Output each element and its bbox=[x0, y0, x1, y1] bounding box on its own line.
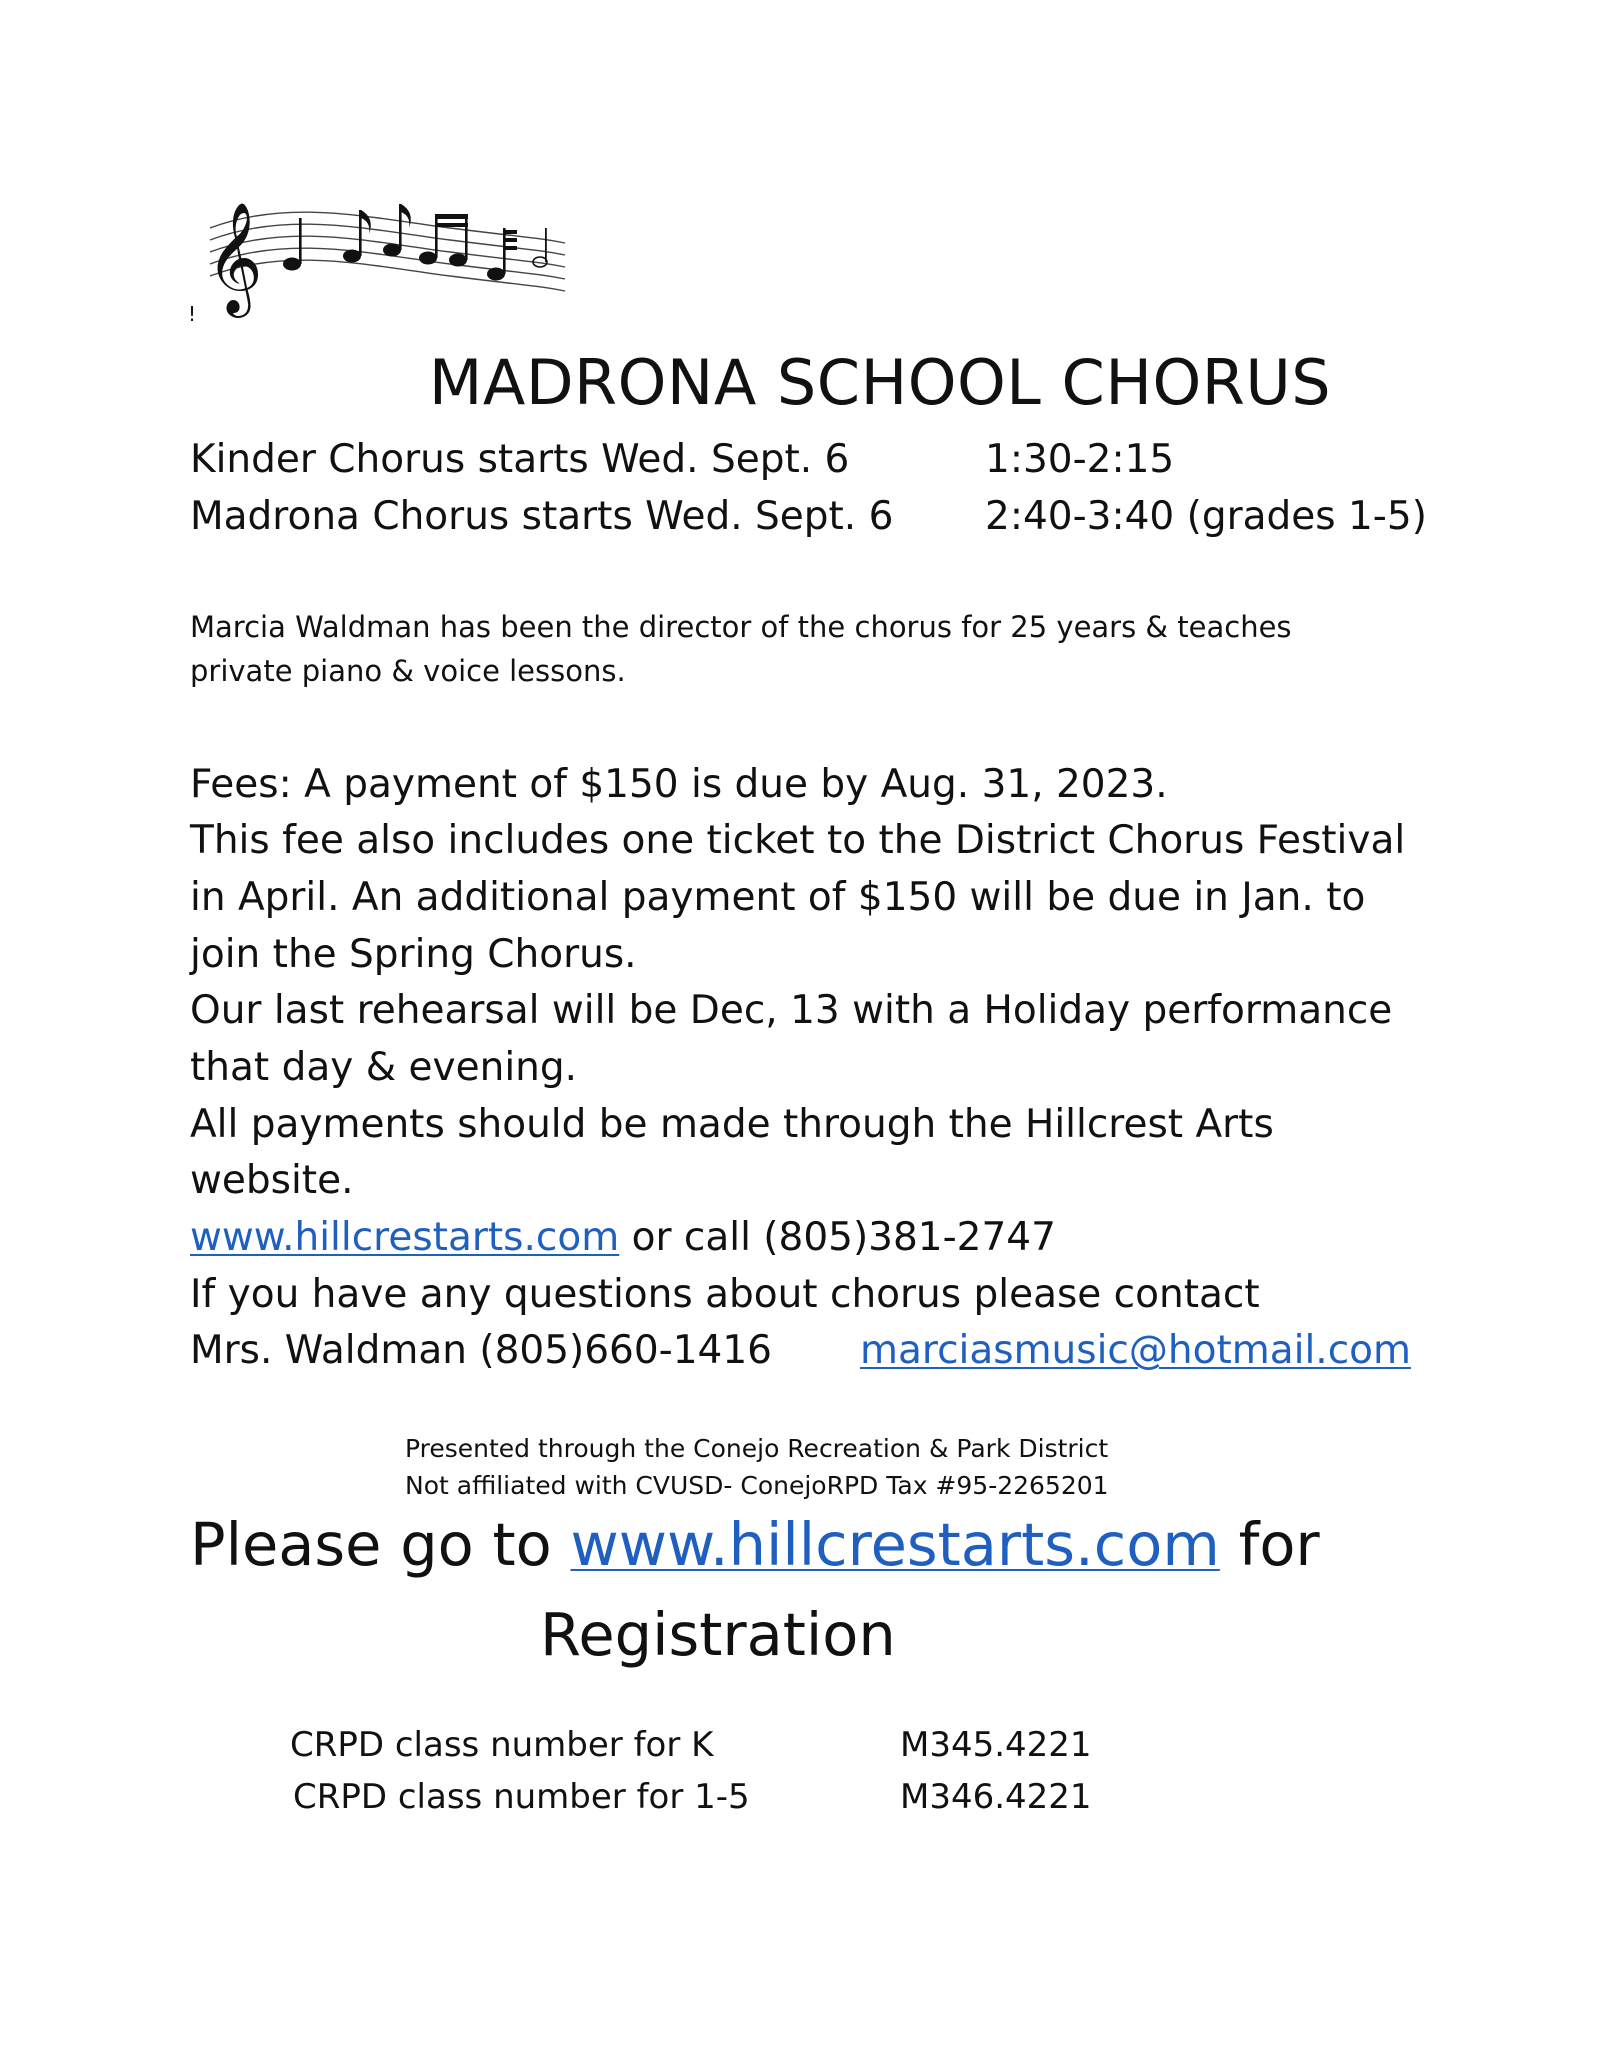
class-number-label: CRPD class number for K bbox=[290, 1725, 714, 1765]
email-link[interactable]: marciasmusic@hotmail.com bbox=[860, 1328, 1411, 1373]
fees-line: Fees: A payment of $150 is due by Aug. 31, 2023. bbox=[190, 762, 1168, 807]
class-number-row bbox=[0, 1725, 1600, 1770]
registration-heading: Registration bbox=[540, 1600, 896, 1669]
body-line: that day & evening. bbox=[190, 1045, 578, 1090]
director-phone: Mrs. Waldman (805)660-1416 bbox=[190, 1328, 772, 1373]
registration-prefix: Please go to bbox=[190, 1510, 571, 1579]
body-line: join the Spring Chorus. bbox=[190, 932, 637, 977]
class-number-value: M345.4221 bbox=[900, 1725, 1092, 1765]
body-line: All payments should be made through the Hillcrest Arts bbox=[190, 1102, 1274, 1147]
website-link[interactable]: www.hillcrestarts.com bbox=[190, 1215, 620, 1260]
footnote: Not affiliated with CVUSD- ConejoRPD Tax #95-2265201 bbox=[405, 1471, 1109, 1500]
body-line: in April. An additional payment of $150 will be due in Jan. to bbox=[190, 875, 1366, 920]
schedule-name: Madrona Chorus starts Wed. Sept. 6 bbox=[190, 494, 894, 539]
website-line bbox=[190, 1215, 1056, 1260]
exclamation-mark: ! bbox=[188, 302, 197, 326]
class-number-row bbox=[0, 1777, 1600, 1822]
body-line: website. bbox=[190, 1158, 354, 1203]
svg-text:𝄞: 𝄞 bbox=[206, 201, 263, 313]
body-line: This fee also includes one ticket to the District Chorus Festival bbox=[190, 818, 1406, 863]
registration-line bbox=[190, 1510, 1320, 1579]
footnote: Presented through the Conejo Recreation & Park District bbox=[405, 1434, 1109, 1463]
director-bio: Marcia Waldman has been the director of the chorus for 25 years & teaches private piano & voice lessons. bbox=[190, 610, 1292, 688]
call-text: or call (805)381-2747 bbox=[619, 1215, 1056, 1260]
class-number-value: M346.4221 bbox=[900, 1777, 1092, 1817]
registration-link[interactable]: www.hillcrestarts.com bbox=[570, 1510, 1220, 1579]
schedule-time: 1:30-2:15 bbox=[985, 437, 1175, 482]
class-number-label: CRPD class number for 1-5 bbox=[293, 1777, 750, 1817]
page-title: MADRONA SCHOOL CHORUS bbox=[428, 346, 1332, 419]
music-notes-icon bbox=[200, 178, 570, 318]
questions-line: If you have any questions about chorus please contact bbox=[190, 1272, 1260, 1317]
registration-suffix: for bbox=[1219, 1510, 1320, 1579]
body-line: Our last rehearsal will be Dec, 13 with a Holiday performance bbox=[190, 988, 1393, 1033]
schedule-time: 2:40-3:40 (grades 1-5) bbox=[985, 494, 1427, 539]
schedule-name: Kinder Chorus starts Wed. Sept. 6 bbox=[190, 437, 850, 482]
